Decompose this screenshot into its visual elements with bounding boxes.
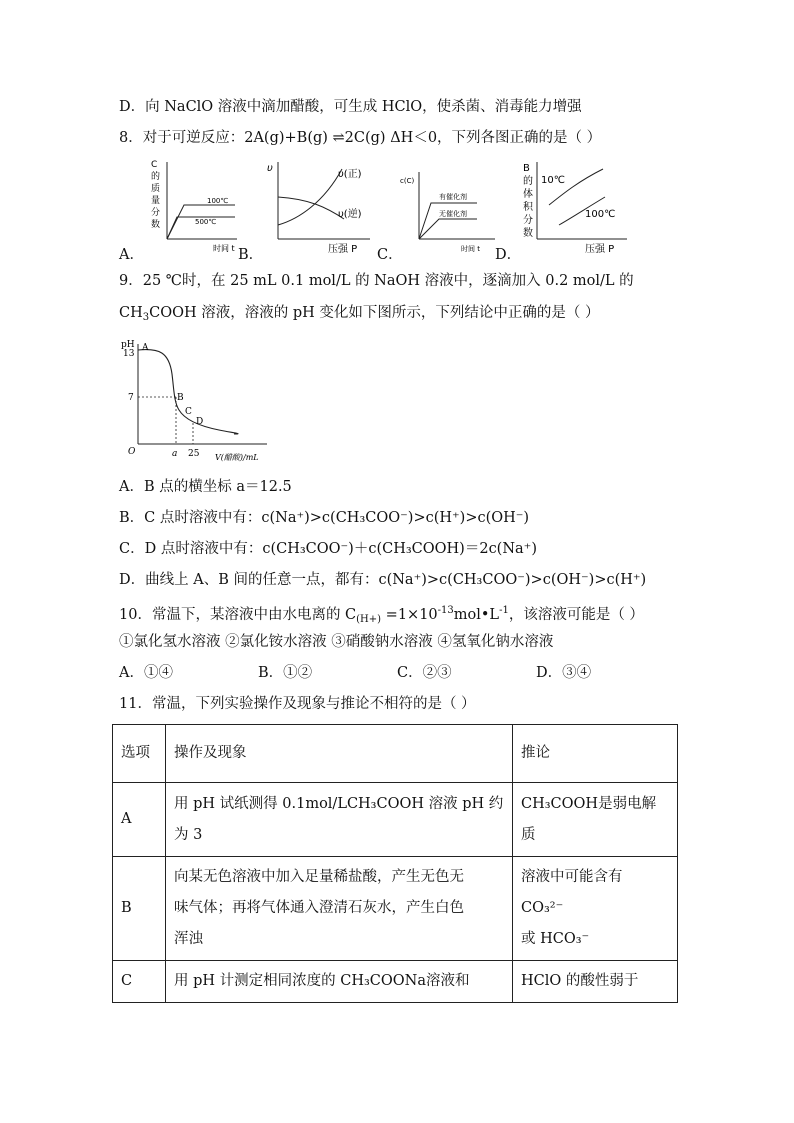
q7-option-d: D．向 NaClO 溶液中滴加醋酸，可生成 HClO，使杀菌、消毒能力增强: [119, 99, 582, 115]
table-row: C 用 pH 计测定相同浓度的 CH₃COONa溶液和 HClO 的酸性弱于: [113, 961, 678, 1003]
svg-text:体: 体: [523, 189, 533, 200]
svg-text:质: 质: [151, 184, 161, 194]
svg-text:分: 分: [151, 208, 161, 218]
header-option: 选项: [113, 725, 166, 783]
ph-point-b: B: [177, 393, 184, 403]
fig-a-ylabel: [151, 160, 160, 230]
q9-option-c: C．D 点时溶液中有：c(CH₃COO⁻)＋c(CH₃COOH)＝2c(Na⁺): [119, 541, 537, 557]
svg-text:B: B: [523, 163, 530, 174]
svg-text:分: 分: [523, 215, 533, 226]
q8-figures: [119, 157, 639, 262]
q10-answer-c: C．②③: [397, 665, 452, 681]
ph-ytick-13: 13: [123, 349, 135, 359]
q10-answer-d: D．③④: [536, 665, 592, 681]
ph-xtick-25: 25: [188, 449, 200, 459]
svg-text:时间 t: 时间 t: [461, 245, 480, 253]
ph-ytick-7: 7: [128, 393, 134, 403]
fig-c-curve-catalyst: [419, 203, 477, 239]
svg-text:的: 的: [523, 176, 533, 187]
q10-options: ①氯化氢水溶液 ②氯化铵水溶液 ③硝酸钠水溶液 ④氢氧化钠水溶液: [119, 634, 554, 650]
q10-answer-b: B．①②: [258, 665, 313, 681]
header-operation: 操作及现象: [166, 725, 513, 783]
svg-text:10℃: 10℃: [541, 175, 565, 186]
q8-label-b: B．: [238, 247, 264, 263]
svg-text:压强 P: 压强 P: [585, 244, 615, 255]
table-row: A 用 pH 试纸测得 0.1mol/LCH₃COOH 溶液 pH 约 为 3 CH₃COOH是弱电解 质: [113, 783, 678, 857]
svg-text:数: 数: [523, 228, 533, 239]
ph-axis-label: pH: [121, 340, 135, 350]
ph-origin: O: [128, 447, 136, 457]
svg-text:C: C: [151, 160, 158, 170]
svg-text:压强 P: 压强 P: [328, 244, 358, 255]
ph-x-axis-label: V(醋酸)/mL: [215, 453, 259, 462]
svg-text:量: 量: [151, 196, 161, 206]
q8-figure-c: [399, 157, 499, 261]
q8-figure-d: [519, 157, 631, 261]
table-row: B 向某无色溶液中加入足量稀盐酸，产生无色无 味气体；再将气体通入澄清石灰水，产生白色 浑浊 溶液中可能含有 CO₃²⁻ 或 HCO₃⁻: [113, 857, 678, 961]
svg-text:500℃: 500℃: [195, 218, 217, 226]
fig-c-curve-no-catalyst: [419, 219, 477, 239]
svg-text:100℃: 100℃: [585, 209, 616, 220]
svg-text:υ(正): υ(正): [338, 169, 362, 180]
svg-text:有催化剂: 有催化剂: [439, 193, 467, 201]
ph-xtick-a: a: [172, 449, 178, 459]
svg-text:时间 t: 时间 t: [213, 244, 235, 253]
q9-option-a: A．B 点的横坐标 a＝12.5: [119, 479, 292, 495]
svg-text:c(C): c(C): [400, 177, 415, 185]
q11-stem: 11．常温，下列实验操作及现象与推论不相符的是（ ）: [119, 696, 476, 712]
table-header-row: [113, 725, 678, 783]
svg-text:数: 数: [151, 220, 161, 230]
q9-stem-line2: $CH_3COOH$ 溶液，溶液的 pH 变化如下图所示，下列结论中正确的是（ ）: [119, 305, 600, 323]
ph-point-d: D: [196, 417, 204, 427]
q8-figure-a: [139, 157, 239, 261]
ph-point-c: C: [185, 407, 192, 417]
q10-stem: 10．常温下，某溶液中由水电离的 $C_{(H+)}$ $=1\times 10^{-13}mol•L^{-1}$，该溶液可能是（ ）: [119, 605, 644, 625]
q8-stem: 8．对于可逆反应：2A(g)+B(g) ⇌2C(g) ΔH＜0，下列各图正确的是（ ）: [119, 130, 602, 146]
fig-b-curve-reverse: [278, 197, 344, 219]
svg-text:积: 积: [523, 202, 533, 213]
q9-option-d: D．曲线上 A、B 间的任意一点，都有：c(Na⁺)>c(CH₃COO⁻)>c(OH⁻)>c(H⁺): [119, 572, 647, 588]
ph-point-a: A: [142, 343, 149, 353]
ph-curve: [138, 350, 238, 434]
svg-text:无催化剂: 无催化剂: [439, 210, 467, 218]
q8-label-d: D．: [495, 247, 522, 263]
q8-label-a: A．: [119, 247, 144, 263]
svg-text:的: 的: [151, 172, 161, 182]
fig-b-curve-forward: [278, 169, 342, 225]
q9-ph-chart: [119, 338, 271, 468]
q8-figure-b: [264, 157, 376, 261]
q9-option-b: B．C 点时溶液中有：c(Na⁺)>c(CH₃COO⁻)>c(H⁺)>c(OH⁻): [119, 510, 530, 526]
svg-text:υ(逆): υ(逆): [338, 209, 362, 220]
svg-text:υ: υ: [267, 163, 273, 174]
q9-stem-line1: 9．25 ℃时，在 25 mL 0.1 mol/L 的 NaOH 溶液中，逐滴加入 0.2 mol/L 的: [119, 273, 634, 289]
q8-label-c: C．: [377, 247, 403, 263]
header-inference: 推论: [513, 725, 678, 783]
q10-answer-a: A．①④: [119, 665, 173, 681]
svg-text:100℃: 100℃: [207, 197, 229, 205]
q11-table: [112, 724, 678, 1003]
